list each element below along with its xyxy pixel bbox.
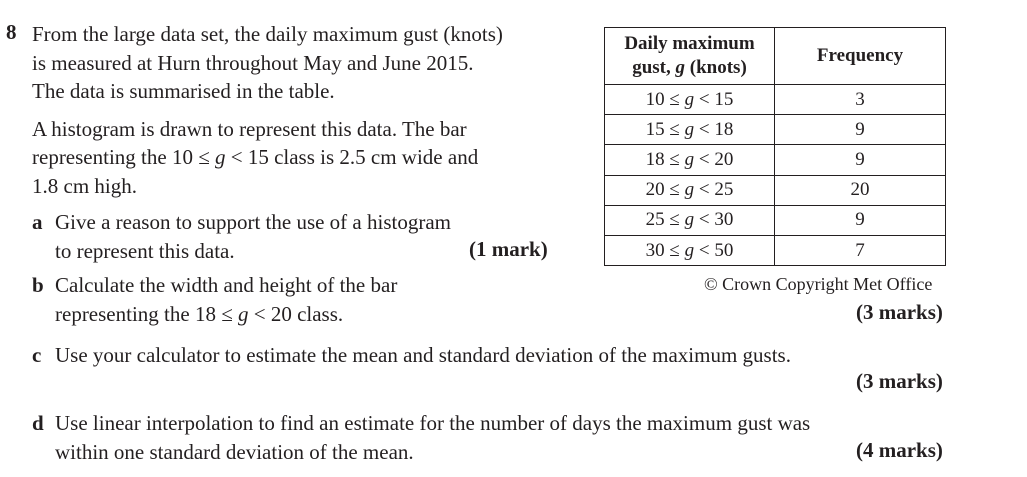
part-line: Use linear interpolation to find an estimate for the number of days the maximum gust was (55, 411, 811, 435)
marks-d: (4 marks) (856, 438, 943, 462)
marks-b: (3 marks) (856, 300, 943, 324)
header-gust (605, 28, 775, 85)
intro-line: A histogram is drawn to represent this data. The bar (32, 116, 467, 141)
intro-line: From the large data set, the daily maximum gust (knots) (32, 22, 503, 46)
table-row (605, 235, 946, 265)
header-frequency: Frequency (775, 28, 946, 85)
part-line: within one standard deviation of the mean. (55, 439, 414, 464)
intro-paragraph-1 (32, 20, 592, 106)
header-gust-line2: gust, g (knots) (632, 57, 747, 78)
marks-c: (3 marks) (856, 369, 943, 393)
class-cell: 15 ≤ g < 18 (605, 115, 775, 145)
table-row (605, 175, 946, 205)
class-cell: 18 ≤ g < 20 (605, 145, 775, 175)
table-row (605, 115, 946, 145)
intro-paragraph-2 (32, 115, 592, 201)
question-number: 8 (6, 20, 17, 44)
frequency-cell: 3 (775, 85, 946, 115)
part-line: Calculate the width and height of the bar (55, 273, 398, 297)
intro-line: The data is summarised in the table. (32, 79, 335, 103)
header-gust-line1: Daily maximum (624, 33, 755, 54)
table-row (605, 145, 946, 175)
class-cell: 30 ≤ g < 50 (605, 235, 775, 265)
part-label: a (32, 210, 43, 234)
part-line: Give a reason to support the use of a histogram (55, 210, 451, 234)
class-cell: 25 ≤ g < 30 (605, 205, 775, 235)
part-line: to represent this data. (55, 238, 235, 263)
intro-line: 1.8 cm high. (32, 173, 137, 198)
part-line: Use your calculator to estimate the mean and standard deviation of the maximum gusts. (55, 343, 791, 367)
table-row (605, 205, 946, 235)
intro-line: representing the 10 ≤ g < 15 class is 2.5 cm wide and (32, 145, 479, 169)
copyright-notice: © Crown Copyright Met Office (704, 274, 933, 294)
part-line: representing the 18 ≤ g < 20 class. (55, 301, 344, 326)
part-label: d (32, 411, 44, 435)
part-text (55, 341, 791, 370)
part-text (55, 208, 451, 265)
part-text (55, 409, 810, 466)
frequency-cell: 9 (775, 205, 946, 235)
frequency-cell: 9 (775, 115, 946, 145)
part-label: c (32, 343, 42, 367)
intro-line: is measured at Hurn throughout May and June 2015. (32, 50, 474, 75)
part-text (55, 271, 397, 328)
frequency-cell: 9 (775, 145, 946, 175)
class-cell: 20 ≤ g < 25 (605, 175, 775, 205)
marks-a: (1 mark) (469, 237, 548, 261)
frequency-cell: 20 (775, 175, 946, 205)
class-cell: 10 ≤ g < 15 (605, 85, 775, 115)
question-intro (32, 20, 592, 200)
part-label: b (32, 273, 44, 297)
table-row (605, 85, 946, 115)
table-header-row (605, 28, 946, 85)
frequency-table (604, 27, 946, 266)
frequency-cell: 7 (775, 235, 946, 265)
